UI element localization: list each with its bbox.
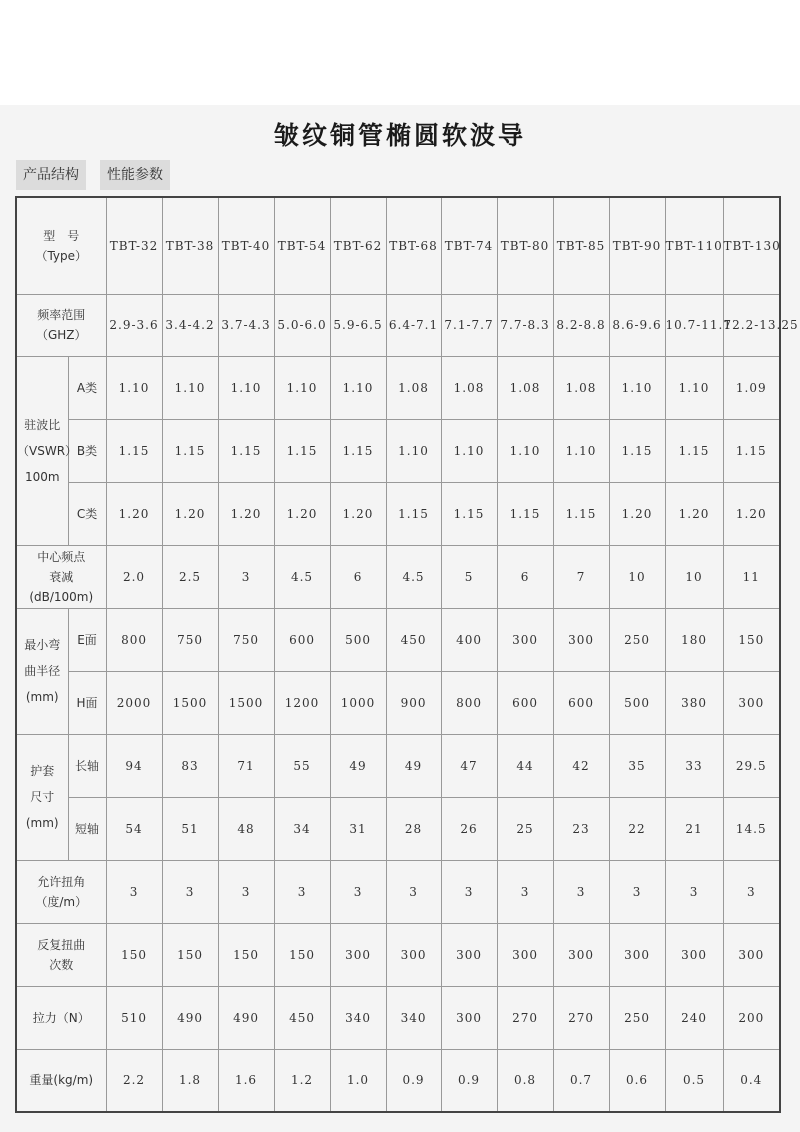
bend-cell: 1000 bbox=[330, 671, 386, 734]
jacket-cell: 26 bbox=[441, 797, 497, 860]
vswr-cell: 1.10 bbox=[553, 419, 609, 482]
tension-cell: 270 bbox=[553, 986, 609, 1049]
freq-cell: 10.7-11.7 bbox=[665, 294, 723, 356]
weight-cell: 1.8 bbox=[162, 1049, 218, 1112]
model-header-cell: TBT-38 bbox=[162, 197, 218, 294]
atten-cell: 2.0 bbox=[106, 545, 162, 608]
vswr-cell: 1.08 bbox=[497, 356, 553, 419]
jacket-cell: 55 bbox=[274, 734, 330, 797]
tab-performance-params[interactable]: 性能参数 bbox=[100, 160, 170, 190]
twist-cell: 3 bbox=[162, 860, 218, 923]
table-row bbox=[16, 1049, 780, 1112]
atten-cell: 7 bbox=[553, 545, 609, 608]
twist-cell: 3 bbox=[665, 860, 723, 923]
model-header-cell: TBT-74 bbox=[441, 197, 497, 294]
bend-cell: 900 bbox=[386, 671, 441, 734]
vswr-cell: 1.10 bbox=[441, 419, 497, 482]
bend-plane-label: E面 bbox=[68, 608, 106, 671]
label-line: 衰减 bbox=[49, 569, 74, 584]
bend-cell: 450 bbox=[386, 608, 441, 671]
vswr-cell: 1.10 bbox=[386, 419, 441, 482]
jacket-cell: 47 bbox=[441, 734, 497, 797]
atten-cell: 3 bbox=[218, 545, 274, 608]
bend-cell: 800 bbox=[106, 608, 162, 671]
freq-label bbox=[16, 294, 106, 356]
table-row bbox=[16, 294, 780, 356]
table-row bbox=[16, 419, 780, 482]
twist-cell: 3 bbox=[106, 860, 162, 923]
jacket-label bbox=[16, 734, 68, 860]
jacket-cell: 22 bbox=[609, 797, 665, 860]
repeat-cell: 300 bbox=[665, 923, 723, 986]
label-line: 驻波比 bbox=[24, 417, 61, 432]
table-row bbox=[16, 923, 780, 986]
vswr-cell: 1.15 bbox=[665, 419, 723, 482]
jacket-cell: 28 bbox=[386, 797, 441, 860]
bend-cell: 750 bbox=[218, 608, 274, 671]
bend-cell: 300 bbox=[553, 608, 609, 671]
repeat-cell: 150 bbox=[106, 923, 162, 986]
bend-cell: 2000 bbox=[106, 671, 162, 734]
vswr-class-label: A类 bbox=[68, 356, 106, 419]
repeat-cell: 300 bbox=[609, 923, 665, 986]
tab-product-structure[interactable]: 产品结构 bbox=[16, 160, 86, 190]
bend-cell: 300 bbox=[497, 608, 553, 671]
twist-label bbox=[16, 860, 106, 923]
atten-cell: 10 bbox=[665, 545, 723, 608]
freq-cell: 12.2-13.25 bbox=[723, 294, 780, 356]
vswr-class-label: C类 bbox=[68, 482, 106, 545]
model-header-cell: TBT-62 bbox=[330, 197, 386, 294]
jacket-cell: 33 bbox=[665, 734, 723, 797]
tension-cell: 340 bbox=[386, 986, 441, 1049]
jacket-cell: 35 bbox=[609, 734, 665, 797]
twist-cell: 3 bbox=[274, 860, 330, 923]
label-line: 曲半径 bbox=[24, 664, 61, 678]
label-line: 护套 bbox=[30, 764, 55, 778]
repeat-cell: 150 bbox=[274, 923, 330, 986]
vswr-cell: 1.15 bbox=[106, 419, 162, 482]
repeat-cell: 300 bbox=[497, 923, 553, 986]
bend-cell: 150 bbox=[723, 608, 780, 671]
bend-cell: 400 bbox=[441, 608, 497, 671]
atten-label bbox=[16, 545, 106, 608]
bend-cell: 600 bbox=[497, 671, 553, 734]
vswr-cell: 1.15 bbox=[218, 419, 274, 482]
vswr-cell: 1.15 bbox=[609, 419, 665, 482]
vswr-cell: 1.20 bbox=[162, 482, 218, 545]
atten-cell: 4.5 bbox=[386, 545, 441, 608]
vswr-cell: 1.15 bbox=[441, 482, 497, 545]
vswr-cell: 1.08 bbox=[441, 356, 497, 419]
label-line: 型 号 bbox=[43, 228, 80, 243]
weight-cell: 0.6 bbox=[609, 1049, 665, 1112]
label-line: 频率范围 bbox=[37, 308, 86, 322]
tension-cell: 250 bbox=[609, 986, 665, 1049]
model-header-cell: TBT-54 bbox=[274, 197, 330, 294]
repeat-cell: 300 bbox=[386, 923, 441, 986]
bend-plane-label: H面 bbox=[68, 671, 106, 734]
jacket-cell: 29.5 bbox=[723, 734, 780, 797]
tension-cell: 270 bbox=[497, 986, 553, 1049]
label-line: （GHZ） bbox=[35, 328, 87, 342]
model-header-cell: TBT-110 bbox=[665, 197, 723, 294]
vswr-cell: 1.20 bbox=[723, 482, 780, 545]
weight-label bbox=[16, 1049, 106, 1112]
type-header bbox=[16, 197, 106, 294]
table-row bbox=[16, 797, 780, 860]
table-row bbox=[16, 482, 780, 545]
table-row bbox=[16, 671, 780, 734]
jacket-cell: 34 bbox=[274, 797, 330, 860]
model-header-cell: TBT-130 bbox=[723, 197, 780, 294]
jacket-cell: 71 bbox=[218, 734, 274, 797]
bend-cell: 180 bbox=[665, 608, 723, 671]
atten-cell: 4.5 bbox=[274, 545, 330, 608]
vswr-cell: 1.10 bbox=[274, 356, 330, 419]
bend-cell: 600 bbox=[274, 608, 330, 671]
model-header-cell: TBT-68 bbox=[386, 197, 441, 294]
vswr-cell: 1.10 bbox=[497, 419, 553, 482]
repeat-cell: 300 bbox=[723, 923, 780, 986]
label-line: 中心频点 bbox=[37, 549, 86, 564]
twist-cell: 3 bbox=[609, 860, 665, 923]
weight-cell: 1.6 bbox=[218, 1049, 274, 1112]
vswr-cell: 1.15 bbox=[274, 419, 330, 482]
freq-cell: 6.4-7.1 bbox=[386, 294, 441, 356]
vswr-cell: 1.15 bbox=[497, 482, 553, 545]
vswr-cell: 1.20 bbox=[106, 482, 162, 545]
repeat-cell: 300 bbox=[330, 923, 386, 986]
label-line: （Type） bbox=[35, 248, 88, 263]
vswr-cell: 1.20 bbox=[218, 482, 274, 545]
jacket-cell: 14.5 bbox=[723, 797, 780, 860]
bend-cell: 500 bbox=[609, 671, 665, 734]
vswr-cell: 1.10 bbox=[665, 356, 723, 419]
page-title: 皱纹铜管椭圆软波导 bbox=[273, 121, 526, 150]
label-line: 尺寸 bbox=[30, 790, 55, 804]
vswr-cell: 1.09 bbox=[723, 356, 780, 419]
tension-cell: 450 bbox=[274, 986, 330, 1049]
table-row bbox=[16, 545, 780, 608]
weight-cell: 0.5 bbox=[665, 1049, 723, 1112]
freq-cell: 2.9-3.6 bbox=[106, 294, 162, 356]
tension-label bbox=[16, 986, 106, 1049]
freq-cell: 8.2-8.8 bbox=[553, 294, 609, 356]
vswr-cell: 1.08 bbox=[553, 356, 609, 419]
freq-cell: 3.7-4.3 bbox=[218, 294, 274, 356]
label-line: (dB/100m) bbox=[29, 589, 94, 604]
spec-table bbox=[15, 196, 799, 1113]
repeat-cell: 300 bbox=[553, 923, 609, 986]
bend-cell: 1500 bbox=[218, 671, 274, 734]
freq-cell: 5.9-6.5 bbox=[330, 294, 386, 356]
vswr-label bbox=[16, 356, 78, 545]
model-header-cell: TBT-85 bbox=[553, 197, 609, 294]
atten-cell: 6 bbox=[330, 545, 386, 608]
vswr-cell: 1.10 bbox=[162, 356, 218, 419]
jacket-cell: 51 bbox=[162, 797, 218, 860]
table-row bbox=[16, 356, 780, 419]
label-line: （度/m） bbox=[35, 894, 88, 909]
model-header-cell: TBT-80 bbox=[497, 197, 553, 294]
atten-cell: 6 bbox=[497, 545, 553, 608]
table-row bbox=[16, 197, 780, 294]
tension-cell: 300 bbox=[441, 986, 497, 1049]
weight-cell: 2.2 bbox=[106, 1049, 162, 1112]
twist-cell: 3 bbox=[553, 860, 609, 923]
tension-cell: 240 bbox=[665, 986, 723, 1049]
weight-cell: 1.0 bbox=[330, 1049, 386, 1112]
label-line: 100m bbox=[24, 469, 60, 484]
vswr-cell: 1.20 bbox=[274, 482, 330, 545]
tension-cell: 510 bbox=[106, 986, 162, 1049]
tension-cell: 490 bbox=[218, 986, 274, 1049]
table-row bbox=[16, 734, 780, 797]
vswr-class-label: B类 bbox=[68, 419, 106, 482]
jacket-cell: 31 bbox=[330, 797, 386, 860]
bend-label bbox=[16, 608, 68, 734]
twist-cell: 3 bbox=[723, 860, 780, 923]
vswr-cell: 1.20 bbox=[665, 482, 723, 545]
jacket-cell: 54 bbox=[106, 797, 162, 860]
vswr-cell: 1.20 bbox=[609, 482, 665, 545]
bend-cell: 380 bbox=[665, 671, 723, 734]
vswr-cell: 1.08 bbox=[386, 356, 441, 419]
freq-cell: 7.1-7.7 bbox=[441, 294, 497, 356]
label-line: 最小弯 bbox=[24, 638, 61, 652]
atten-cell: 5 bbox=[441, 545, 497, 608]
bend-cell: 600 bbox=[553, 671, 609, 734]
label-line: 允许扭角 bbox=[37, 874, 86, 889]
atten-cell: 2.5 bbox=[162, 545, 218, 608]
tension-cell: 340 bbox=[330, 986, 386, 1049]
label-line: （VSWR） bbox=[17, 443, 78, 458]
jacket-cell: 49 bbox=[330, 734, 386, 797]
jacket-cell: 23 bbox=[553, 797, 609, 860]
twist-cell: 3 bbox=[330, 860, 386, 923]
bend-cell: 750 bbox=[162, 608, 218, 671]
weight-cell: 0.9 bbox=[441, 1049, 497, 1112]
model-header-cell: TBT-40 bbox=[218, 197, 274, 294]
weight-cell: 0.9 bbox=[386, 1049, 441, 1112]
bend-cell: 250 bbox=[609, 608, 665, 671]
jacket-cell: 49 bbox=[386, 734, 441, 797]
freq-cell: 5.0-6.0 bbox=[274, 294, 330, 356]
repeat-cell: 150 bbox=[218, 923, 274, 986]
label-line: (mm) bbox=[25, 690, 59, 704]
table-row bbox=[16, 860, 780, 923]
repeat-cell: 300 bbox=[441, 923, 497, 986]
bend-cell: 1500 bbox=[162, 671, 218, 734]
model-header-cell: TBT-32 bbox=[106, 197, 162, 294]
freq-cell: 3.4-4.2 bbox=[162, 294, 218, 356]
atten-cell: 10 bbox=[609, 545, 665, 608]
tension-cell: 200 bbox=[723, 986, 780, 1049]
vswr-cell: 1.15 bbox=[330, 419, 386, 482]
bend-cell: 300 bbox=[723, 671, 780, 734]
jacket-cell: 44 bbox=[497, 734, 553, 797]
freq-cell: 8.6-9.6 bbox=[609, 294, 665, 356]
model-header-cell: TBT-90 bbox=[609, 197, 665, 294]
twist-cell: 3 bbox=[218, 860, 274, 923]
weight-cell: 0.4 bbox=[723, 1049, 780, 1112]
vswr-cell: 1.20 bbox=[330, 482, 386, 545]
atten-cell: 11 bbox=[723, 545, 780, 608]
bend-cell: 800 bbox=[441, 671, 497, 734]
vswr-cell: 1.15 bbox=[386, 482, 441, 545]
vswr-cell: 1.15 bbox=[723, 419, 780, 482]
label-line: 拉力（N） bbox=[32, 1010, 90, 1025]
vswr-cell: 1.15 bbox=[553, 482, 609, 545]
bend-cell: 1200 bbox=[274, 671, 330, 734]
twist-cell: 3 bbox=[386, 860, 441, 923]
jacket-cell: 42 bbox=[553, 734, 609, 797]
vswr-cell: 1.10 bbox=[106, 356, 162, 419]
vswr-cell: 1.10 bbox=[218, 356, 274, 419]
repeat-cell: 150 bbox=[162, 923, 218, 986]
label-line: 次数 bbox=[49, 957, 74, 972]
vswr-cell: 1.10 bbox=[330, 356, 386, 419]
label-line: (mm) bbox=[25, 816, 59, 830]
freq-cell: 7.7-8.3 bbox=[497, 294, 553, 356]
twist-cell: 3 bbox=[441, 860, 497, 923]
jacket-cell: 25 bbox=[497, 797, 553, 860]
bend-cell: 500 bbox=[330, 608, 386, 671]
label-line: 重量(kg/m) bbox=[29, 1073, 94, 1088]
jacket-cell: 83 bbox=[162, 734, 218, 797]
repeat-label bbox=[16, 923, 106, 986]
twist-cell: 3 bbox=[497, 860, 553, 923]
table-row bbox=[16, 608, 780, 671]
vswr-cell: 1.10 bbox=[609, 356, 665, 419]
jacket-axis-label: 短轴 bbox=[68, 797, 106, 860]
jacket-cell: 21 bbox=[665, 797, 723, 860]
label-line: 反复扭曲 bbox=[37, 937, 86, 952]
jacket-cell: 94 bbox=[106, 734, 162, 797]
table-row bbox=[16, 986, 780, 1049]
vswr-cell: 1.15 bbox=[162, 419, 218, 482]
weight-cell: 0.7 bbox=[553, 1049, 609, 1112]
tension-cell: 490 bbox=[162, 986, 218, 1049]
jacket-cell: 48 bbox=[218, 797, 274, 860]
weight-cell: 1.2 bbox=[274, 1049, 330, 1112]
jacket-axis-label: 长轴 bbox=[68, 734, 106, 797]
weight-cell: 0.8 bbox=[497, 1049, 553, 1112]
